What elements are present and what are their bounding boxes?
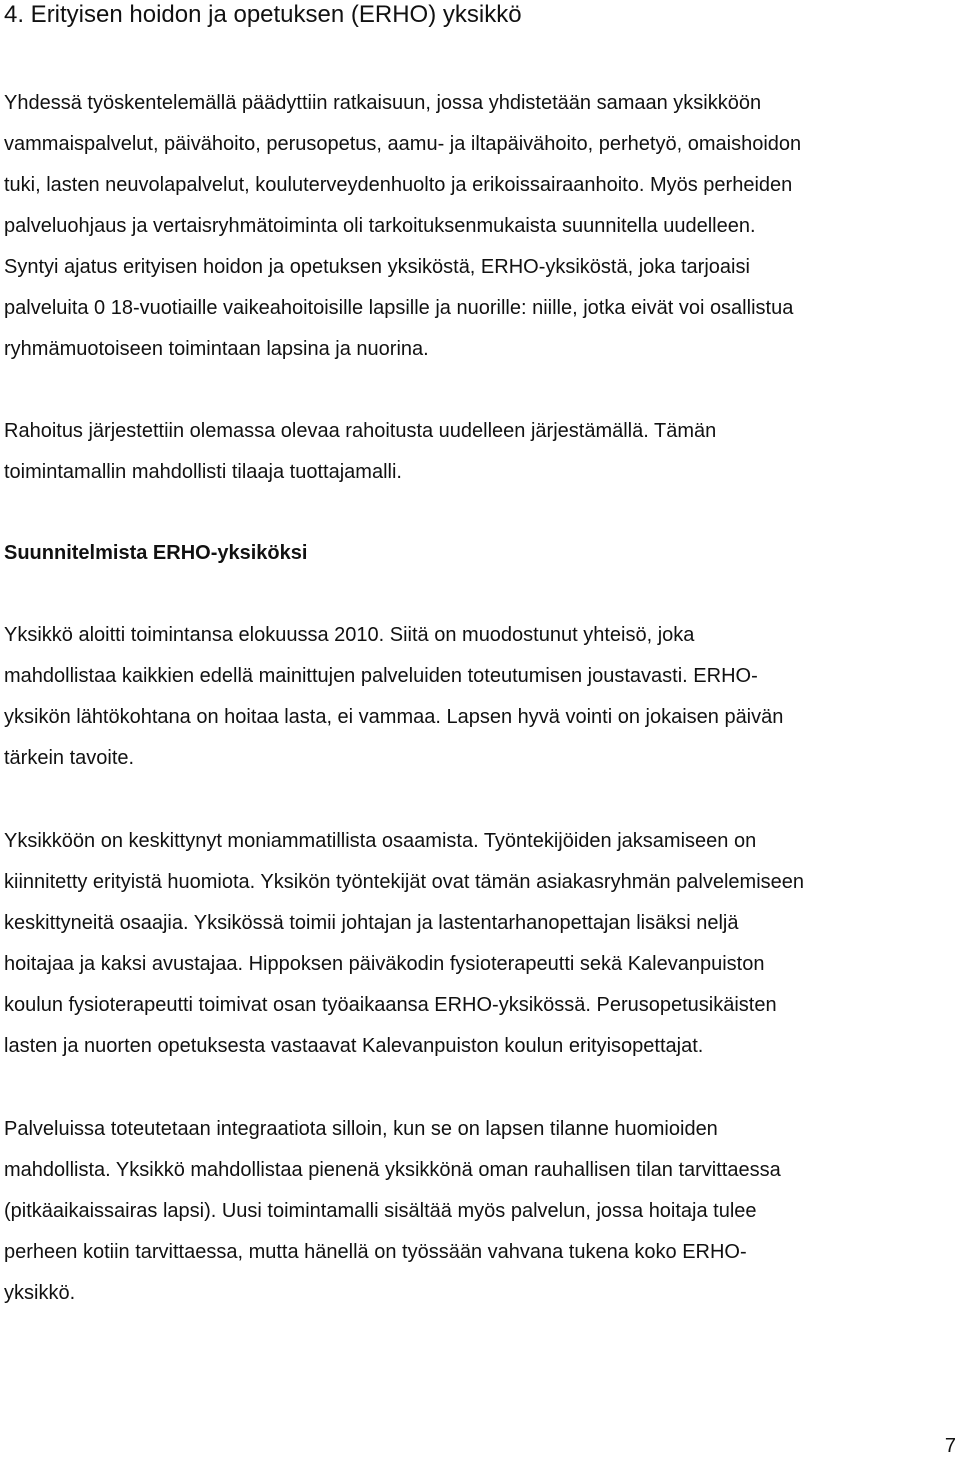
- paragraph-1-line: tuki, lasten neuvolapalvelut, kouluterveydenhuolto ja erikoissairaanhoito. Myös perheiden: [4, 174, 793, 196]
- section-heading: 4. Erityisen hoidon ja opetuksen (ERHO) yksikkö: [4, 1, 522, 28]
- paragraph-5-line: Palveluissa toteutetaan integraatiota silloin, kun se on lapsen tilanne huomioiden: [4, 1118, 718, 1140]
- paragraph-1-line: Yhdessä työskentelemällä päädyttiin ratkaisuun, jossa yhdistetään samaan yksikköön: [4, 92, 762, 114]
- paragraph-2-line: toimintamallin mahdollisti tilaaja tuottajamalli.: [4, 461, 402, 483]
- paragraph-1-line: vammaispalvelut, päivähoito, perusopetus, aamu- ja iltapäivähoito, perhetyö, omaishoidon: [4, 133, 802, 155]
- paragraph-3-line: tärkein tavoite.: [4, 747, 135, 769]
- paragraph-1-line: ryhmämuotoiseen toimintaan lapsina ja nuorina.: [4, 338, 429, 360]
- paragraph-3-line: yksikön lähtökohtana on hoitaa lasta, ei vammaa. Lapsen hyvä vointi on jokaisen päivän: [4, 706, 784, 728]
- paragraph-4-line: lasten ja nuorten opetuksesta vastaavat Kalevanpuiston koulun erityisopettajat.: [4, 1035, 704, 1057]
- paragraph-1-line: Syntyi ajatus erityisen hoidon ja opetuksen yksiköstä, ERHO-yksiköstä, joka tarjoaisi: [4, 256, 750, 278]
- paragraph-5-line: mahdollista. Yksikkö mahdollistaa pienenä yksikkönä oman rauhallisen tilan tarvittaessa: [4, 1159, 781, 1181]
- paragraph-2-line: Rahoitus järjestettiin olemassa olevaa rahoitusta uudelleen järjestämällä. Tämän: [4, 420, 717, 442]
- paragraph-4-line: koulun fysioterapeutti toimivat osan työaikaansa ERHO-yksikössä. Perusopetusikäisten: [4, 994, 777, 1016]
- paragraph-5-line: (pitkäaikaissairas lapsi). Uusi toimintamalli sisältää myös palvelun, jossa hoitaja tulee: [4, 1200, 757, 1222]
- paragraph-5-line: perheen kotiin tarvittaessa, mutta hänellä on työssään vahvana tukena koko ERHO-: [4, 1241, 747, 1263]
- paragraph-4-line: Yksikköön on keskittynyt moniammatillista osaamista. Työntekijöiden jaksamiseen on: [4, 830, 757, 852]
- paragraph-3-line: Yksikkö aloitti toimintansa elokuussa 2010. Siitä on muodostunut yhteisö, joka: [4, 624, 695, 646]
- paragraph-4-line: hoitajaa ja kaksi avustajaa. Hippoksen päiväkodin fysioterapeutti sekä Kalevanpuiston: [4, 953, 765, 975]
- paragraph-5-line: yksikkö.: [4, 1282, 76, 1304]
- paragraph-4-line: keskittyneitä osaajia. Yksikössä toimii johtajan ja lastentarhanopettajan lisäksi neljä: [4, 912, 739, 934]
- paragraph-1-line: palveluohjaus ja vertaisryhmätoiminta oli tarkoituksenmukaista suunnitella uudelleen.: [4, 215, 756, 237]
- page-number: 7: [944, 1435, 956, 1457]
- paragraph-4-line: kiinnitetty erityistä huomiota. Yksikön työntekijät ovat tämän asiakasryhmän palvelemiseen: [4, 871, 805, 893]
- subsection-heading: Suunnitelmista ERHO-yksiköksi: [4, 542, 308, 564]
- paragraph-3-line: mahdollistaa kaikkien edellä mainittujen palveluiden toteutumisen joustavasti. ERHO-: [4, 665, 758, 687]
- paragraph-1-line: palveluita 0 18-vuotiaille vaikeahoitoisille lapsille ja nuorille: niille, jotka eivät voi osallistua: [4, 297, 794, 319]
